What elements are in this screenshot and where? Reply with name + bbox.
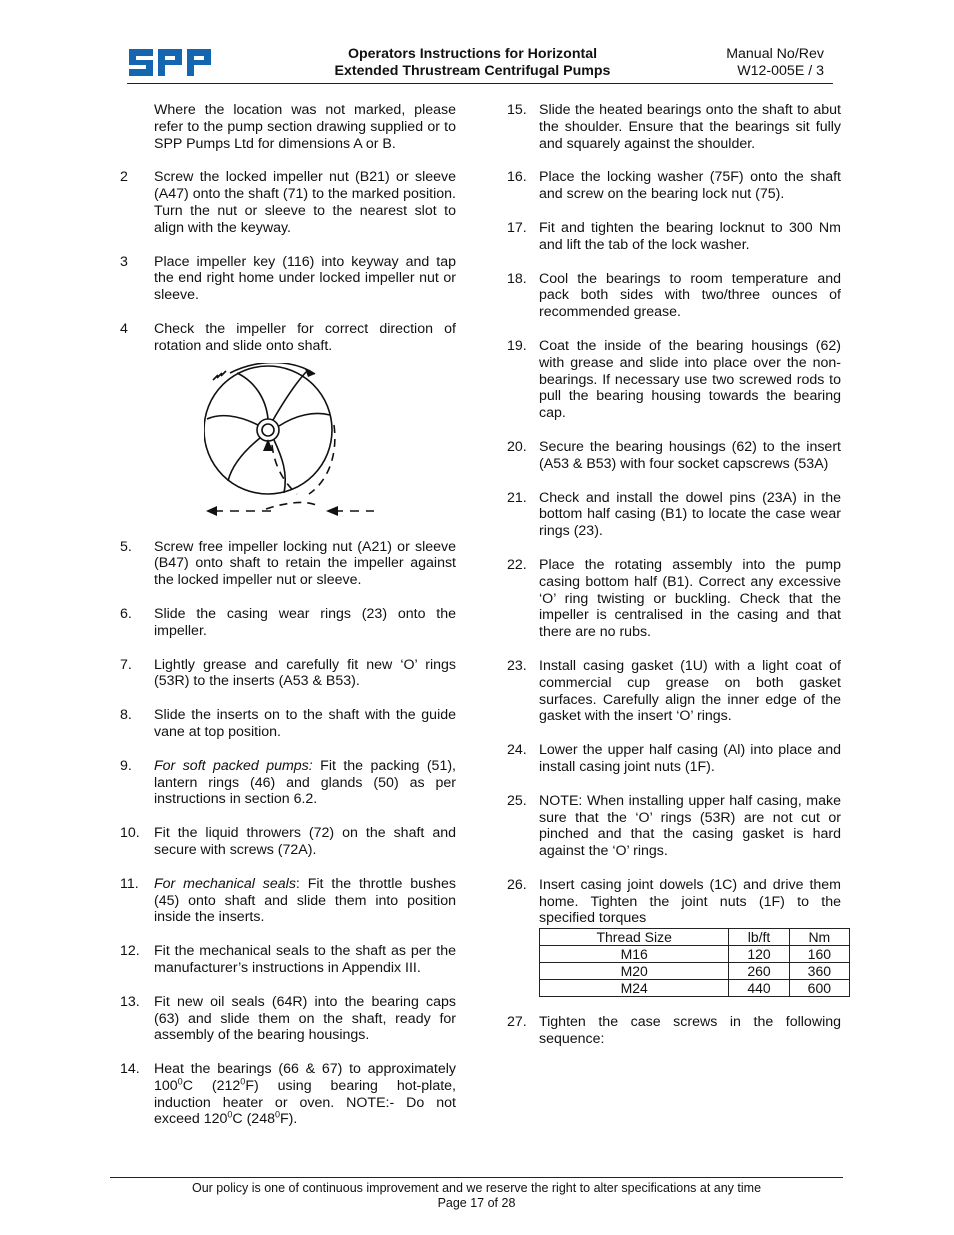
table-cell: 120 [729,946,789,963]
item-text: Fit new oil seals (64R) into the bearing caps (63) and slide them on the shaft, ready for assembly of the bearing housings. [154,993,456,1044]
item-number: 23. [507,657,527,674]
list-item [120,657,456,691]
list-item [120,169,456,236]
table-cell: M24 [540,980,729,997]
item-number: 2 [120,169,128,186]
item-number: 16. [507,169,527,186]
list-item [507,557,841,641]
list-item [120,943,456,977]
table-row [540,980,850,997]
item-number: 22. [507,556,527,573]
item-text: Lower the upper half casing (Al) into place and install casing joint nuts (1F). [539,742,841,775]
item-text: Tighten the case screws in the following sequence: [539,1014,841,1048]
degree-superscript: 0 [274,1109,280,1120]
table-row [540,946,850,963]
item-number: 21. [507,489,527,506]
manual-number: W12-005E / 3 [737,63,824,79]
list-item [507,490,841,540]
item-number: 13. [120,993,140,1010]
page-footer [110,1181,843,1211]
list-item [120,876,456,926]
item-text: Cool the bearings to room temperature and pack both sides with two/three ounces of recommended grease. [539,270,841,321]
item-lead: For mechanical seals [154,875,296,892]
item-text [154,876,456,926]
item-text: Place impeller key (116) into keyway and tap the end right home under locked impeller nut or sleeve. [154,253,456,304]
item-text: Check the impeller for correct direction of rotation and slide onto shaft. [154,320,456,354]
item-number: 19. [507,337,527,354]
list-item [507,1014,841,1048]
list-item [507,658,841,725]
item-number: 20. [507,438,527,455]
list-item [120,758,456,808]
table-header-cell: lb/ft [729,929,789,946]
right-column [507,102,841,1065]
list-item [120,825,456,859]
item-number: 17. [507,219,527,236]
item-number: 26. [507,876,527,893]
list-item [120,321,456,355]
footer-policy: Our policy is one of continuous improvement and we reserve the right to alter specifications at any time [191,1181,762,1195]
item-text [154,758,456,808]
item-number: 12. [120,943,140,960]
document-title-line1: Operators Instructions for Horizontal [347,46,598,62]
item-body: Fit the packing (51), lantern rings (46) and glands (50) as per instructions in section 6.2. [154,757,456,808]
item-number: 7. [120,656,132,673]
degree-superscript: 0 [240,1076,246,1087]
item-text [154,1061,456,1128]
item-number: 5. [120,538,132,555]
degree-superscript: 0 [177,1076,183,1087]
item-number: 18. [507,270,527,287]
table-cell: 160 [789,946,849,963]
table-row [540,963,850,980]
item-text-part: C (248 [232,1111,275,1128]
item-number: 10. [120,825,140,842]
item-number: 24. [507,742,527,759]
item-text: Screw free impeller locking nut (A21) or sleeve (B47) onto shaft to retain the impeller against the locked impeller nut or sleeve. [154,538,456,589]
left-column [120,102,456,1145]
item-text: Secure the bearing housings (62) to the insert (A53 & B53) with four socket capscrews (53A) [539,438,841,472]
document-title-line2: Extended Thrustream Centrifugal Pumps [334,63,611,79]
item-text: Fit the liquid throwers (72) on the shaft and secure with screws (72A). [154,825,456,858]
item-number: 14. [120,1061,140,1078]
item-lead: For soft packed pumps: [154,757,313,774]
table-cell: 260 [729,963,789,980]
item-number: 11. [120,875,139,892]
table-cell: M16 [540,946,729,963]
item-text: Check and install the dowel pins (23A) in the bottom half casing (B1) to locate the case wear rings (23). [539,489,841,540]
list-item [120,606,456,640]
list-item [507,742,841,776]
item-text: NOTE: When installing upper half casing, make sure that the ‘O’ rings (53R) are not cut or pinched and that the casing gasket is hard against the ‘O’ rings. [539,792,841,860]
table-header-cell: Thread Size [540,929,729,946]
page-number: Page 17 of 28 [437,1196,516,1210]
list-item [120,994,456,1044]
table-cell: M20 [540,963,729,980]
table-cell: 440 [729,980,789,997]
table-header-cell: Nm [789,929,849,946]
item-text: Slide the casing wear rings (23) onto the impeller. [154,605,456,639]
torque-table [539,928,850,997]
table-cell: 360 [789,963,849,980]
item-text: Slide the heated bearings onto the shaft to abut the shoulder. Ensure that the bearings sit fully and squarely against the shoulder. [539,102,841,152]
item-text: Coat the inside of the bearing housings (62) with grease and slide into place over the non-bearings. If necessary use two screwed rods to pull the bearing housing towards the bearing cap. [539,337,841,422]
footer-divider [110,1177,843,1178]
intro-paragraph: Where the location was not marked, please refer to the pump section drawing supplied or to SPP Pumps Ltd for dimensions A or B. [154,102,456,152]
item-text-part: F) using bearing hot-plate, induction heater or oven. NOTE:- Do not exceed 120 [154,1077,456,1128]
item-number: 9. [120,757,132,774]
item-text: Screw the locked impeller nut (B21) or sleeve (A47) onto the shaft (71) to the marked position. Turn the nut or sleeve to the nearest slot to align with the keyway. [154,169,456,236]
list-item [507,220,841,254]
item-text-part: C (212 [182,1077,241,1094]
list-item [507,793,841,860]
list-item [507,271,841,321]
item-text: Lightly grease and carefully fit new ‘O’ rings (53R) to the inserts (A53 & B53). [154,656,456,690]
list-item [120,1061,456,1128]
list-item [120,539,456,589]
item-text: Insert casing joint dowels (1C) and drive them home. Tighten the joint nuts (1F) to the specified torques [539,876,841,927]
list-item [507,338,841,422]
item-text: Fit and tighten the bearing locknut to 300 Nm and lift the tab of the lock washer. [539,219,841,253]
item-number: 8. [120,707,132,724]
list-item [507,439,841,473]
item-number: 6. [120,605,132,622]
item-text-part: F). [280,1111,298,1128]
document-title [300,46,645,80]
item-text: Place the rotating assembly into the pump casing bottom half (B1). Correct any excessive ‘O’ ring twisting or buckling. Check that the impeller is centralised in the casing and that there are no rubs. [539,556,841,641]
item-text: Slide the inserts on to the shaft with the guide vane at top position. [154,707,456,740]
item-text-part: Heat the bearings (66 & 67) to approximately 100 [154,1061,456,1094]
item-body: : Fit the throttle bushes (45) onto shaft and slide them into position inside the inserts. [154,875,456,926]
list-item [507,169,841,203]
impeller-rotation-diagram [204,363,374,523]
item-number: 15. [507,102,527,118]
table-cell: 600 [789,980,849,997]
impeller-outline [204,366,332,494]
item-text: Place the locking washer (75F) onto the shaft and screw on the bearing lock nut (75). [539,169,841,203]
spp-logo [127,47,213,78]
list-item [507,102,841,152]
item-number: 3 [120,253,128,270]
item-number: 4 [120,320,128,337]
list-item [507,877,841,927]
list-item [120,707,456,741]
item-text: Fit the mechanical seals to the shaft as per the manufacturer’s instructions in Appendix III. [154,943,456,976]
table-header-row [540,929,850,946]
item-number: 27. [507,1014,527,1031]
impeller-hub [257,419,279,441]
item-number: 25. [507,792,527,809]
manual-label: Manual No/Rev [726,46,824,62]
list-item [120,254,456,304]
item-text: Install casing gasket (1U) with a light coat of commercial cup grease on both gasket surfaces. Carefully align the inner edge of the gasket with the insert ‘O’ rings. [539,657,841,725]
degree-superscript: 0 [227,1109,233,1120]
manual-number-block [690,46,824,80]
header-divider [127,83,833,84]
